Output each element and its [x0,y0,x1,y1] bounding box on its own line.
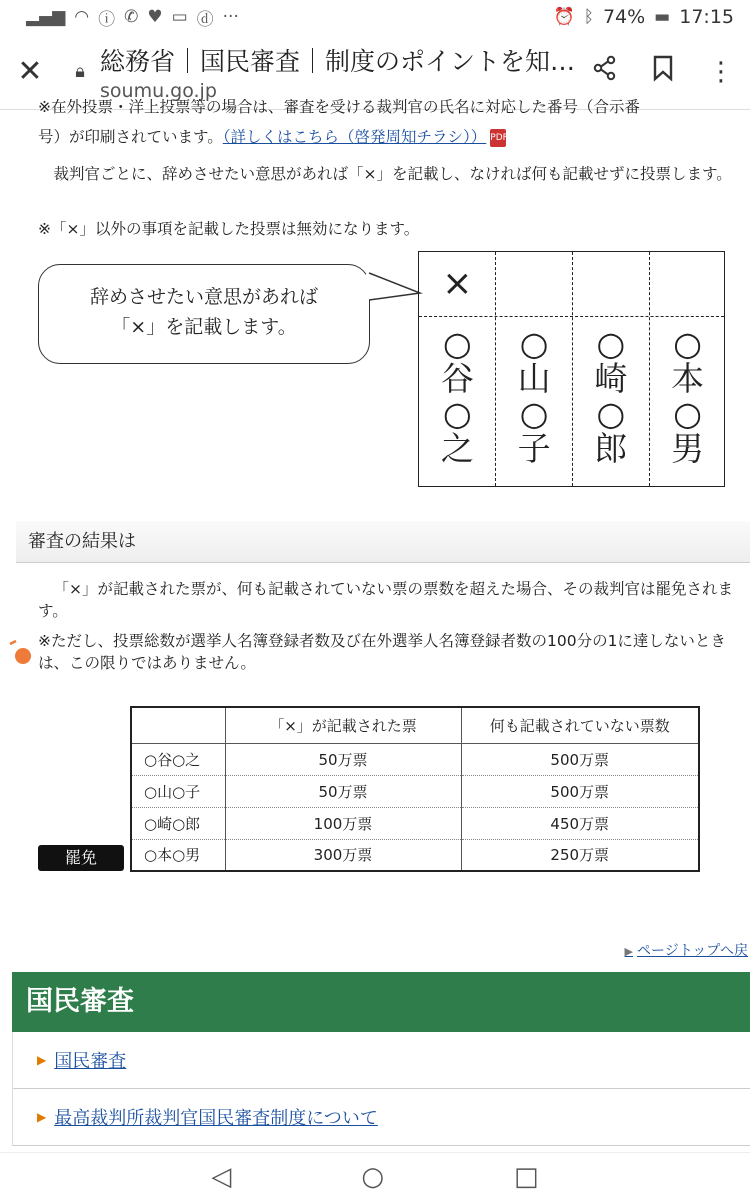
table-row [131,839,699,871]
bookmark-icon [652,55,674,81]
ballot-x-mark: × [442,263,473,304]
speech-bubble [38,264,370,364]
table-row [131,807,699,839]
sidebar-item-link[interactable]: 国民審査 [54,1051,127,1072]
domain: soumu.go.jp [100,79,217,102]
candidate-name: ○崎○郎 [131,807,225,839]
cast-icon: ▭ [171,7,188,27]
more-icon: ··· [222,7,239,27]
battery-icon: ▬ [654,7,671,27]
triangle-right-icon: ▶ [624,945,633,958]
intro-line2 [38,126,744,148]
recents-button[interactable]: □ [514,1161,539,1192]
url-block[interactable] [100,42,576,102]
results-table [130,706,700,872]
result-note: ※ただし、投票総数が選挙人名簿登録者数及び在外選挙人名簿登録者数の100分の1に達しないときは、この限りではありません。 [38,632,726,672]
blank-votes: 500万票 [461,775,699,807]
blank-votes: 450万票 [461,807,699,839]
ballot-column [419,252,496,486]
sidebar-item-link[interactable]: 最高裁判所裁判官国民審査制度について [54,1108,378,1129]
wifi-icon: ◠ [74,7,90,27]
table-header-cell: 「×」が記載された票 [225,707,461,743]
d-icon: ⓓ [196,9,214,30]
status-bar [0,0,750,34]
bubble-line2: 「×」を記載します。 [111,316,297,338]
leaflet-link[interactable]: （詳しくはこちら（啓発周知チラシ）） [222,128,487,146]
sidebar-list [12,1032,750,1146]
table-header-cell: 何も記載されていない票数 [461,707,699,743]
dismissal-badge: 罷免 [38,845,124,871]
call-icon: ✆ [124,7,139,27]
blank-votes: 250万票 [461,839,699,871]
ballot-name: ○山○子 [517,324,551,468]
bluetooth-icon: ᛒ [583,7,594,27]
blank-votes: 500万票 [461,743,699,775]
clock: 17:15 [679,6,734,28]
ballot-name: ○谷○之 [440,324,474,468]
close-button[interactable]: ✕ [17,54,43,89]
result-text: 「×」が記載された票が、何も記載されていない票の票数を超えた場合、その裁判官は罷免されます。 [38,580,733,620]
lock-icon: 🔒︎ [75,61,85,82]
table-header-row [131,707,699,743]
intro-cutoff-line: ※在外投票・洋上投票等の場合は、審査を受ける裁判官の氏名に対応した番号（合示番 [38,98,640,116]
share-button[interactable] [576,55,634,88]
menu-button[interactable] [692,57,750,87]
back-button[interactable]: ◁ [211,1161,232,1192]
page-top-link[interactable]: ▶ ページトップへ戻 [624,943,748,959]
instruction-text: 裁判官ごとに、辞めさせたい意思があれば「×」を記載し、なければ何も記載せずに投票します。 [53,165,732,183]
info-icon: ⓘ [98,9,116,30]
heart-icon: ♥ [147,7,163,27]
x-votes: 100万票 [225,807,461,839]
more-vert-icon: ⋮ [708,56,734,87]
ballot-column [573,252,650,486]
arrow-right-icon: ▶ [37,1110,47,1124]
table-row [131,743,699,775]
page-content [0,98,750,1152]
nav-bar [0,1152,750,1200]
x-votes: 300万票 [225,839,461,871]
sidebar-item[interactable] [13,1032,750,1089]
share-icon [592,55,618,81]
bookmark-button[interactable] [634,55,692,88]
pdf-icon: PDF [490,129,506,147]
candidate-name: ○山○子 [131,775,225,807]
ballot-name: ○崎○郎 [594,324,628,468]
bubble-tail [340,260,420,310]
ballot-illustration [418,251,725,487]
bubble-line1: 辞めさせたい意思があれば [89,286,318,308]
x-votes: 50万票 [225,743,461,775]
battery-percent: 74% [602,6,646,28]
alarm-icon: ⏰ [553,7,575,27]
sidebar-title: 国民審査 [12,972,750,1032]
arrow-right-icon: ▶ [37,1053,47,1067]
invalid-note: ※「×」以外の事項を記載した投票は無効になります。 [38,220,420,238]
signal-icon: ▂▄▆ [26,7,66,27]
candidate-name: ○谷○之 [131,743,225,775]
orange-scribble-icon [8,638,38,668]
table-header-cell [131,707,225,743]
home-button[interactable]: ○ [361,1161,385,1192]
ballot-column [649,252,726,486]
ballot-name: ○本○男 [671,324,705,468]
intro-line2-text: 号）が印刷されています。 [38,128,223,146]
x-votes: 50万票 [225,775,461,807]
candidate-name: ○本○男 [131,839,225,871]
table-row [131,775,699,807]
section-heading: 審査の結果は [16,521,750,563]
sidebar-item[interactable] [13,1089,750,1146]
ballot-column [496,252,573,486]
page-title: 総務省｜国民審査｜制度のポイントを知… [100,46,576,76]
